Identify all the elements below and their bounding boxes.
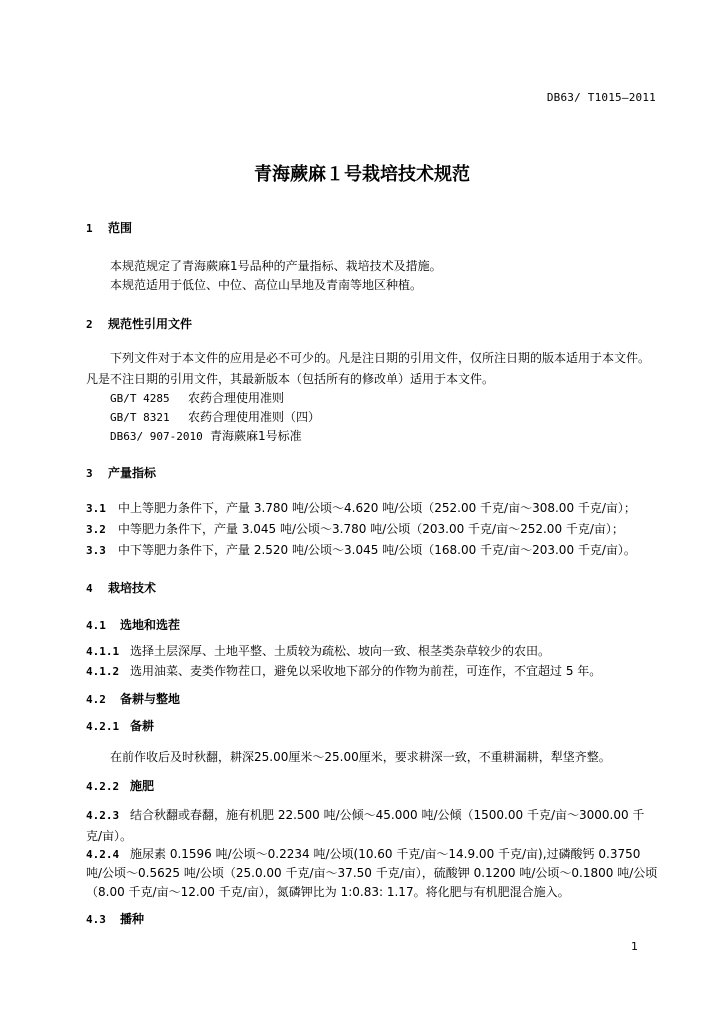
subsubsection-number: 4.2.1 — [86, 720, 120, 733]
section-2-heading — [86, 313, 658, 336]
subsection-title: 备耕与整地 — [120, 692, 181, 706]
clause-text: 选择土层深厚、土地平整、土质较为疏松、坡向一致、根茎类杂草较少的农田。 — [130, 644, 551, 658]
subsection-4-1-heading — [86, 614, 658, 637]
standard-code: DB63/ T1015—2011 — [546, 91, 656, 104]
subsubsection-4-2-2-heading — [86, 775, 658, 798]
clause-number: 4.1.1 — [86, 645, 120, 658]
section-number: 3 — [86, 467, 93, 480]
scope-paragraph-2: 本规范适用于低位、中位、高位山旱地及青南等地区种植。 — [110, 278, 423, 292]
page-number: 1 — [631, 940, 638, 953]
section-title: 栽培技术 — [108, 581, 157, 595]
subsection-4-2-heading — [86, 688, 658, 711]
scope-paragraph-1: 本规范规定了青海蕨麻1号品种的产量指标、栽培技术及措施。 — [110, 259, 442, 273]
subsection-number: 4.2 — [86, 693, 106, 706]
reference-name: 农药合理使用准则 — [188, 391, 285, 405]
yield-item — [86, 539, 658, 562]
section-4-heading — [86, 577, 658, 600]
reference-code: GB/T 8321 — [110, 411, 170, 424]
item-text: 中上等肥力条件下，产量 3.780 吨/公顷～4.620 吨/公顷（252.00 千克/亩～308.00 千克/亩）； — [118, 501, 636, 515]
clause-text: 选用油菜、麦类作物茬口，避免以采收地下部分的作物为前茬，可连作，不宜超过 5 年。 — [130, 664, 602, 678]
yield-item — [86, 518, 658, 541]
subsubsection-title: 备耕 — [130, 719, 155, 733]
tillage-paragraph: 在前作收后及时秋翻，耕深25.00厘米～25.00厘米，要求耕深一致，不重耕漏耕，犁垡齐整。 — [110, 750, 611, 764]
reference-code: DB63/ 907-2010 — [110, 430, 203, 443]
reference-name: 青海蕨麻1号标准 — [210, 429, 302, 443]
clause-item — [86, 805, 658, 847]
subsubsection-title: 施肥 — [130, 779, 155, 793]
clause-number: 4.1.2 — [86, 665, 120, 678]
item-number: 3.3 — [86, 544, 106, 557]
clause-text: 结合秋翻或春翻，施有机肥 22.500 吨/公倾～45.000 吨/公倾（1500.00 千克/亩～3000.00 千克/亩）。 — [86, 808, 645, 843]
references-intro-paragraph: 下列文件对于本文件的应用是必不可少的。凡是注日期的引用文件，仅所注日期的版本适用于本文件。凡是不注日期的引用文件，其最新版本（包括所有的修改单）适用于本文件。 — [86, 351, 651, 386]
subsubsection-number: 4.2.2 — [86, 780, 120, 793]
section-title: 规范性引用文件 — [108, 317, 193, 331]
clause-number: 4.2.4 — [86, 848, 120, 861]
reference-name: 农药合理使用准则（四） — [188, 410, 321, 424]
subsection-number: 4.1 — [86, 619, 106, 632]
clause-item — [86, 660, 658, 683]
subsection-number: 4.3 — [86, 913, 106, 926]
subsection-4-3-heading — [86, 908, 658, 931]
subsubsection-4-2-1-heading — [86, 715, 658, 738]
item-number: 3.1 — [86, 502, 106, 515]
section-title: 范围 — [108, 221, 133, 235]
item-number: 3.2 — [86, 523, 106, 536]
subsection-title: 选地和选茬 — [120, 618, 181, 632]
section-1-heading — [86, 217, 658, 240]
section-number: 1 — [86, 222, 93, 235]
clause-number: 4.2.3 — [86, 809, 120, 822]
item-text: 中等肥力条件下，产量 3.045 吨/公顷～3.780 吨/公顷（203.00 千克/亩～252.00 千克/亩）； — [118, 522, 624, 536]
reference-code: GB/T 4285 — [110, 392, 170, 405]
document-title: 青海蕨麻１号栽培技术规范 — [254, 164, 470, 185]
section-number: 2 — [86, 318, 93, 331]
yield-item — [86, 497, 658, 520]
clause-text: 施尿素 0.1596 吨/公顷～0.2234 吨/公顷(10.60 千克/亩～14.9.00 千克/亩),过磷酸钙 0.3750 吨/公顷～0.5625 吨/公顷（25.0.00 千克/亩～37.50 千克/亩），硫酸钾 0.1200 吨/公顷～0.1800 吨/公顷（8.00 千克/亩～12.00 千克/亩），氮磷钾比为 1:0.83: 1.17。将化肥与有机肥混合施入。 — [86, 847, 658, 899]
item-text: 中下等肥力条件下，产量 2.520 吨/公顷～3.045 吨/公顷（168.00 千克/亩～203.00 千克/亩）。 — [118, 543, 636, 557]
section-number: 4 — [86, 582, 93, 595]
section-title: 产量指标 — [108, 466, 157, 480]
reference-item — [86, 425, 682, 448]
section-3-heading — [86, 462, 658, 485]
subsection-title: 播种 — [120, 912, 145, 926]
clause-item — [86, 845, 658, 902]
